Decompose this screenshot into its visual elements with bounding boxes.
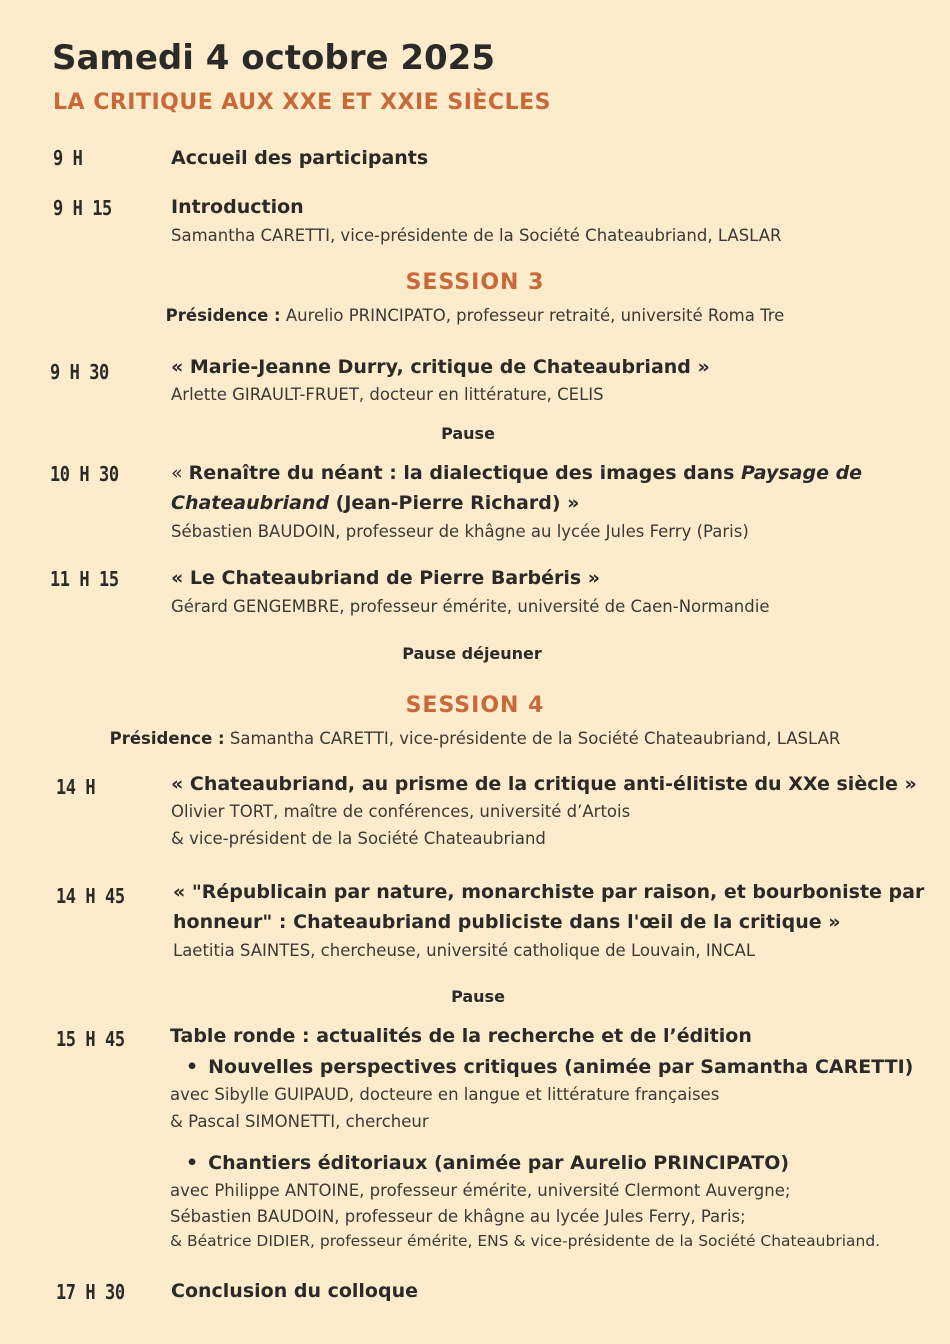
page-title: Samedi 4 octobre 2025 xyxy=(52,38,495,78)
speaker-intro: Samantha CARETTI, vice-présidente de la Société Chateaubriand, LASLAR xyxy=(171,226,782,245)
time-richard: 10 H 30 xyxy=(50,462,119,486)
time-conclusion: 17 H 30 xyxy=(56,1280,125,1304)
speaker-publiciste: Laetitia SAINTES, chercheuse, université catholique de Louvain, INCAL xyxy=(173,941,756,960)
b2-line-2: Sébastien BAUDOIN, professeur de khâgne au lycée Jules Ferry, Paris; xyxy=(170,1207,746,1226)
speaker-barberis: Gérard GENGEMBRE, professeur émérite, université de Caen-Normandie xyxy=(171,597,770,616)
title-richard-line-2 xyxy=(171,492,579,514)
title-publiciste-2: honneur" : Chateaubriand publiciste dans l'œil de la critique » xyxy=(173,911,841,933)
time-publiciste: 14 H 45 xyxy=(56,884,125,908)
book-title-part-1: Paysage de xyxy=(741,462,863,484)
session-4-chair xyxy=(0,729,950,748)
b2-line-1: avec Philippe ANTOINE, professeur émérite, université Clermont Auvergne; xyxy=(170,1181,791,1200)
time-antielitiste: 14 H xyxy=(56,775,96,799)
time-intro: 9 H 15 xyxy=(53,196,112,220)
time-durry: 9 H 30 xyxy=(50,360,109,384)
title-richard-part-b: (Jean-Pierre Richard) » xyxy=(329,492,580,514)
speaker-antielitiste-2: & vice-président de la Société Chateaubriand xyxy=(171,829,546,848)
bullet-perspectives: • Nouvelles perspectives critiques (animée par Samantha CARETTI) xyxy=(186,1056,913,1078)
title-intro: Introduction xyxy=(171,196,304,218)
chair-label: Présidence : xyxy=(109,729,225,748)
pause-dejeuner: Pause déjeuner xyxy=(402,644,542,663)
title-table-ronde: Table ronde : actualités de la recherche et de l’édition xyxy=(170,1025,752,1047)
session-3-chair xyxy=(0,306,950,325)
chair-label: Présidence : xyxy=(165,306,281,325)
title-richard-part-a: Renaître du néant : la dialectique des images dans xyxy=(188,462,742,484)
theme-subtitle: LA CRITIQUE AUX XXE ET XXIE SIÈCLES xyxy=(53,90,551,115)
chair-name: Samantha CARETTI, vice-présidente de la Société Chateaubriand, LASLAR xyxy=(229,729,841,748)
open-quote: « xyxy=(171,462,189,484)
bullet-chantiers: • Chantiers éditoriaux (animée par Aurelio PRINCIPATO) xyxy=(186,1152,789,1174)
title-antielitiste: « Chateaubriand, au prisme de la critique anti-élitiste du XXe siècle » xyxy=(171,773,917,795)
pause-1: Pause xyxy=(441,424,495,443)
time-barberis: 11 H 15 xyxy=(50,567,119,591)
title-richard-line-1 xyxy=(171,462,862,484)
speaker-durry: Arlette GIRAULT-FRUET, docteur en littérature, CELIS xyxy=(171,385,604,404)
title-publiciste-1: « "Républicain par nature, monarchiste par raison, et bourboniste par xyxy=(173,881,925,903)
b2-line-3: & Béatrice DIDIER, professeur émérite, ENS & vice-présidente de la Société Chateaubriand. xyxy=(170,1232,881,1250)
session-4-heading: SESSION 4 xyxy=(405,693,545,718)
pause-2: Pause xyxy=(451,987,505,1006)
title-barberis: « Le Chateaubriand de Pierre Barbéris » xyxy=(171,567,601,589)
b1-line-1: avec Sibylle GUIPAUD, docteure en langue et littérature françaises xyxy=(170,1085,720,1104)
title-conclusion: Conclusion du colloque xyxy=(171,1280,418,1302)
book-title-part-2: Chateaubriand xyxy=(171,492,330,514)
session-3-heading: SESSION 3 xyxy=(405,270,545,295)
title-durry: « Marie-Jeanne Durry, critique de Chateaubriand » xyxy=(171,356,710,378)
speaker-antielitiste-1: Olivier TORT, maître de conférences, université d’Artois xyxy=(171,802,631,821)
time-table-ronde: 15 H 45 xyxy=(56,1027,125,1051)
title-accueil: Accueil des participants xyxy=(171,147,429,169)
chair-name: Aurelio PRINCIPATO, professeur retraité, université Roma Tre xyxy=(285,306,785,325)
speaker-richard: Sébastien BAUDOIN, professeur de khâgne au lycée Jules Ferry (Paris) xyxy=(171,522,749,541)
b1-line-2: & Pascal SIMONETTI, chercheur xyxy=(170,1112,429,1131)
time-accueil: 9 H xyxy=(53,146,83,170)
